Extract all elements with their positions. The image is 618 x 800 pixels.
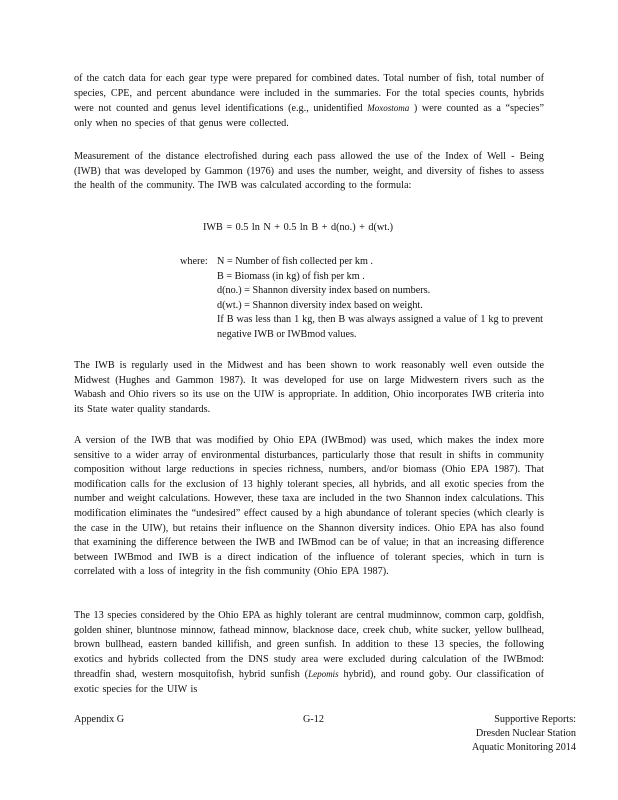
footer-page-number: G-12 xyxy=(303,714,324,725)
paragraph-tolerant-species xyxy=(74,609,544,698)
iwb-formula: IWB = 0.5 ln N + 0.5 ln B + d(no.) + d(wt.) xyxy=(203,222,394,233)
paragraph-catch-data-text-a: of the catch data for each gear type were prepared for combined dates. Total number of fish, total number of species, CPE, and percent abundance were included in the summaries. For the total species counts, hybrids were not counted and genus level identifications (e.g., unidentified xyxy=(74,73,544,115)
definition-d-no: d(no.) = Shannon diversity index based on numbers. xyxy=(217,285,431,297)
footer-report-line-3: Aquatic Monitoring 2014 xyxy=(471,742,576,754)
footer-report-line-2: Dresden Nuclear Station xyxy=(475,728,576,740)
footer-report-line-1: Supportive Reports: xyxy=(494,714,576,725)
formula-definitions xyxy=(180,255,550,343)
paragraph-iwbmod: A version of the IWB that was modified by Ohio EPA (IWBmod) was used, which makes the index more sensitive to a wider array of environmental disturbances, particularly those that result in shifts in community composition without large reductions in species richness, numbers, and/or biomass (Ohio EPA 1987). That modification calls for the exclusion of 13 highly tolerant species, all hybrids, and all exotic species from the number and weight calculations. However, these taxa are included in the two Shannon index calculations. This modification eliminates the “undesired” effect caused by a high abundance of tolerant species (which clearly is the case in the UIW), but retains their influence on the Shannon diversity indices. Ohio EPA has also found that examining the difference between the IWB and IWBmod can be of value; in that an increasing difference between IWBmod and IWB is a direct indication of the influence of tolerant species, which in turn is correlated with a loss of integrity in the fish community (Ohio EPA 1987). xyxy=(74,435,544,578)
genus-lepomis: Lepomis xyxy=(308,669,339,680)
footer-appendix: Appendix G xyxy=(74,714,125,725)
genus-moxostoma: Moxostoma xyxy=(367,103,410,114)
definition-b: B = Biomass (in kg) of fish per km . xyxy=(217,270,365,282)
paragraph-catch-data-text-b: ) were counted as a “species” only when no species of that genus were collected. xyxy=(74,103,544,129)
paragraph-catch-data xyxy=(74,72,544,131)
definition-n: N = Number of fish collected per km . xyxy=(217,256,373,267)
paragraph-tolerant-species-text-a: The 13 species considered by the Ohio EPA as highly tolerant are central mudminnow, common carp, goldfish, golden shiner, bluntnose minnow, fathead minnow, blacknose dace, creek chub, white sucker, yellow bullhead, brown bullhead, eastern banded killifish, and green sunfish. In addition to these 13 species, the following exotics and hybrids collected from the DNS study area were excluded during calculation of the IWBmod: threadfin shad, western mosquitofish, hybrid sunfish ( xyxy=(74,610,544,681)
paragraph-iwb-intro: Measurement of the distance electrofished during each pass allowed the use of the Index of Well - Being (IWB) that was developed by Gammon (1976) and uses the number, weight, and diversity of fishes to assess the health of the community. The IWB was calculated according to the formula: xyxy=(74,151,544,192)
biomass-note: If B was less than 1 kg, then B was always assigned a value of 1 kg to prevent negative IWB or IWBmod values. xyxy=(217,314,543,340)
paragraph-tolerant-species-text-b: hybrid), and round goby. Our classification of exotic species for the UIW is xyxy=(74,669,544,695)
footer-report-info xyxy=(456,713,576,756)
where-label: where: xyxy=(180,256,208,267)
paragraph-iwb-usage: The IWB is regularly used in the Midwest and has been shown to work reasonably well even outside the Midwest (Hughes and Gammon 1987). It was developed for use on large Midwestern rivers such as the Wabash and Ohio rivers so its use on the UIW is appropriate. In addition, Ohio incorporates IWB criteria into its State water quality standards. xyxy=(74,360,544,415)
definition-d-wt: d(wt.) = Shannon diversity index based on weight. xyxy=(217,299,423,311)
